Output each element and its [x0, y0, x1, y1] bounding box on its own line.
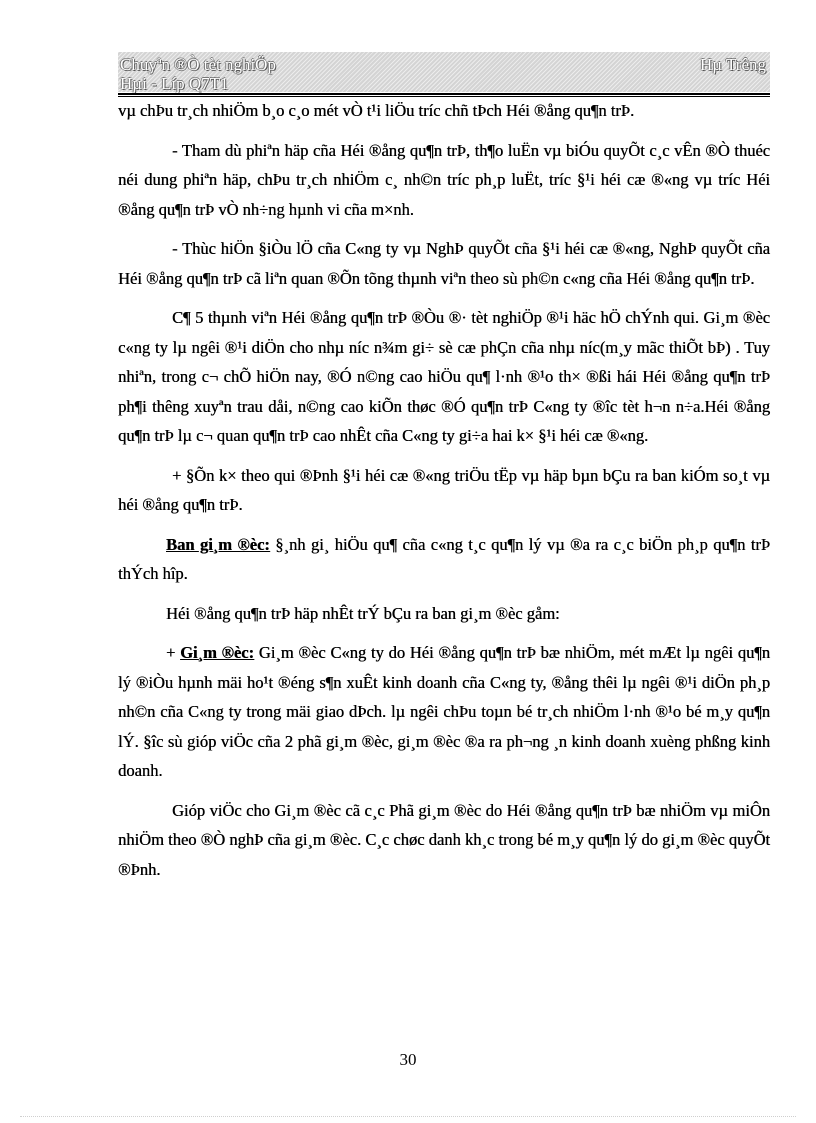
paragraph-board-elects: Héi ®ång qu¶n trÞ häp nhÊt trÝ bÇu ra ban gi¸m ®èc gåm: [166, 603, 560, 623]
paragraph-giam-doc [118, 638, 770, 786]
document-body [118, 96, 770, 894]
paragraph-continuation: vµ chÞu tr¸ch nhiÖm b¸o c¸o mét vÒ t¹i liÖu tríc chñ tÞch Héi ®ång qu¶n trÞ. [118, 101, 635, 120]
page-number: 30 [399, 1050, 417, 1069]
paragraph-deputy-directors: Gióp viÖc cho Gi¸m ®èc cã c¸c Phã gi¸m ®èc do Héi ®ång qu¶n trÞ bæ nhiÖm vµ miÔn nhiÖm theo ®Ò nghÞ cña gi¸m ®èc. C¸c chøc danh kh¸c trong bé m¸y qu¶n lý do gi¸m ®èc quyÕt ®Þnh. [118, 800, 770, 879]
header-rule [118, 93, 770, 95]
header-school: Hµ Trêng [699, 55, 766, 74]
text-ban-giam-doc: §¸nh gi¸ hiÖu qu¶ cña c«ng t¸c qu¶n lý vµ ®a ra c¸c biÖn ph¸p qu¶n trÞ thÝch hîp. [118, 534, 770, 583]
heading-giam-doc: Gi¸m ®èc: [180, 643, 254, 662]
heading-ban-giam-doc: Ban gi¸m ®èc: [166, 534, 270, 554]
header-author-class: Hµi - Líp Q7T1 [120, 74, 229, 93]
footer-divider [20, 1116, 796, 1117]
paragraph-duty-charter: - Thùc hiÖn §iÒu lÖ cña C«ng ty vµ NghÞ quyÕt cña §¹i héi cæ ®«ng, NghÞ quyÕt cña Héi ®ång qu¶n trÞ cã liªn quan ®Õn tõng thµnh viªn theo sù ph©n c«ng cña Héi ®ång qu¶n trÞ. [118, 239, 770, 288]
paragraph-shareholders-meeting: + §Õn k× theo qui ®Þnh §¹i héi cæ ®«ng triÖu tËp vµ häp bµn bÇu ra ban kiÓm so¸t vµ héi ®ång qu¶n trÞ. [118, 465, 770, 514]
plus-prefix: + [166, 643, 181, 662]
paragraph-board-members: C¶ 5 thµnh viªn Héi ®ång qu¶n trÞ ®Òu ®· tèt nghiÖp ®¹i häc hÖ chÝnh qui. Gi¸m ®èc c«ng ty lµ ngêi ®¹i diÖn cho nhµ níc n¾m gi÷ sè cæ phÇn cña nhµ níc(m¸y mãc thiÕt bÞ) . Tuy nhiªn, trong c¬ chÕ hiÖn nay, ®Ó n©ng cao hiÖu qu¶ l·nh ®¹o th× ®ßi hái Héi ®ång qu¶n trÞ ph¶i thêng xuyªn trau dåi, n©ng cao kiÕn thøc ®Ó qu¶n trÞ C«ng ty ®îc tèt h¬n n÷a.Héi ®ång qu¶n trÞ lµ c¬ quan qu¶n trÞ cao nhÊt cña C«ng ty gi÷a hai k× §¹i héi cæ ®«ng. [118, 308, 770, 445]
paragraph-duty-meeting: - Tham dù phiªn häp cña Héi ®ång qu¶n trÞ, th¶o luËn vµ biÓu quyÕt c¸c vÊn ®Ò thuéc néi dung phiªn häp, chÞu tr¸ch nhiÖm c¸ nh©n tríc ph¸p luËt, tríc §¹i héi cæ ®«ng vµ tríc Héi ®ång qu¶n trÞ vÒ nh÷ng hµnh vi cña m×nh. [118, 140, 770, 219]
paragraph-ban-giam-doc [118, 530, 770, 589]
text-giam-doc: Gi¸m ®èc C«ng ty do Héi ®ång qu¶n trÞ bæ nhiÖm, mét mÆt lµ ngêi qu¶n lý ®iÒu hµnh mäi ho¹t ®éng s¶n xuÊt kinh doanh cña C«ng ty, ®ång thêi lµ ngêi ®¹i diÖn ph¸p nh©n cña C«ng ty trong mäi giao dÞch. lµ ngêi chÞu toµn bé tr¸ch nhiÖm l·nh ®¹o bé m¸y qu¶n lÝ. §îc sù gióp viÖc cña 2 phã gi¸m ®èc, gi¸m ®èc ®a ra ph¬ng ¸n kinh doanh xuèng phßng kinh doanh. [118, 643, 770, 780]
header-document-title: Chuyªn ®Ò tèt nghiÖp [120, 55, 276, 74]
